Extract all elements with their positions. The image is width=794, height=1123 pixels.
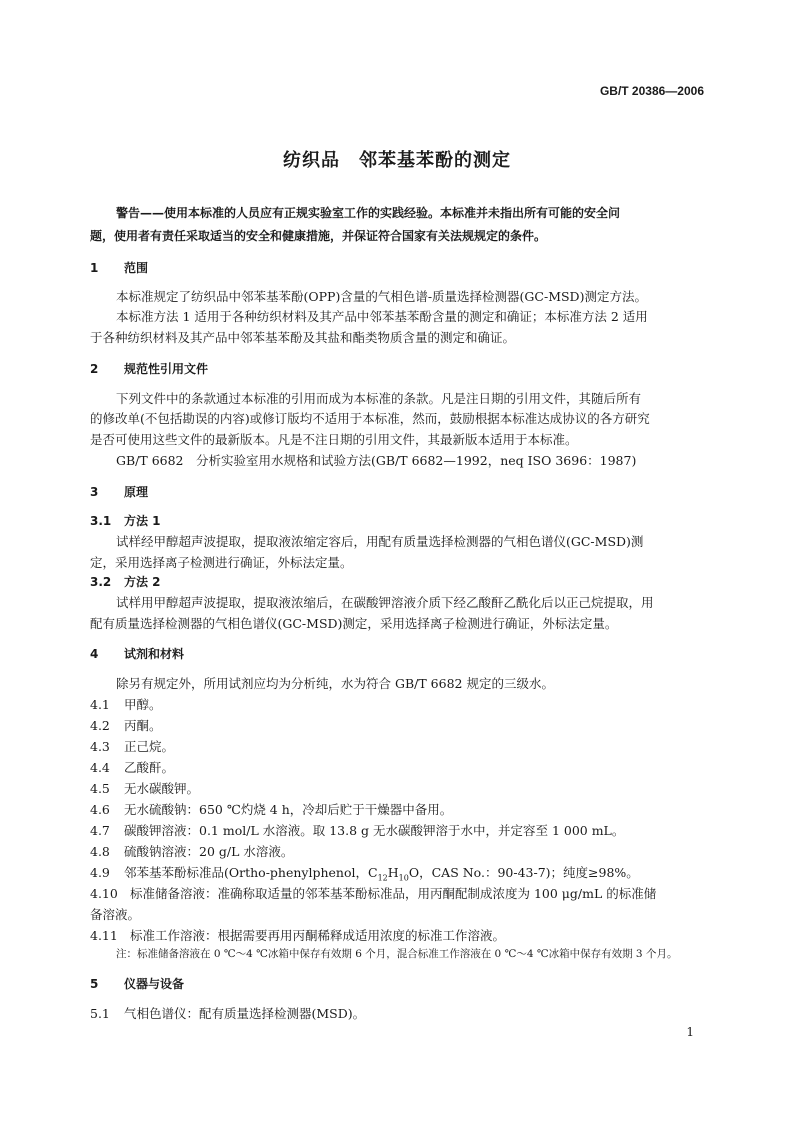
paragraph: 试样经甲醇超声波提取，提取液浓缩定容后，用配有质量选择检测器的气相色谱仪(GC-MSD)测 [116, 534, 644, 549]
list-item: 4.2 丙酮。 [90, 718, 162, 733]
list-item: 4.3 正己烷。 [90, 739, 175, 754]
standard-number: GB/T 20386—2006 [599, 84, 704, 98]
subsection-title: 方法 2 [124, 575, 161, 589]
list-item: 4.4 乙酸酐。 [90, 760, 175, 775]
list-item: 4.7 碳酸钾溶液：0.1 mol/L 水溶液。取 13.8 g 无水碳酸钾溶于水中，并定容至 1 000 mL。 [90, 823, 625, 838]
paragraph: 试样用甲醇超声波提取，提取液浓缩后，在碳酸钾溶液介质下经乙酸酐乙酰化后以正己烷提取，用 [116, 595, 654, 610]
list-item: 4.5 无水碳酸钾。 [90, 781, 200, 796]
subsection-number: 3.1 [90, 514, 112, 528]
section-4-heading [90, 645, 184, 662]
section-title: 范围 [124, 261, 149, 275]
subsection-title: 方法 1 [124, 514, 161, 528]
section-title: 仪器与设备 [124, 977, 185, 991]
warning-line-2: 题，使用者有责任采取适当的安全和健康措施，并保证符合国家有关法规规定的条件。 [90, 229, 547, 243]
section-1-heading [90, 259, 148, 276]
section-number: 1 [90, 261, 99, 275]
section-5-heading [90, 975, 184, 992]
paragraph: 本标准规定了纺织品中邻苯基苯酚(OPP)含量的气相色谱-质量选择检测器(GC-MSD)测定方法。 [116, 289, 647, 304]
section-number: 3 [90, 485, 99, 499]
paragraph: 于各种纺织材料及其产品中邻苯基苯酚及其盐和酯类物质含量的测定和确证。 [90, 330, 516, 345]
section-title: 原理 [124, 485, 149, 499]
paragraph: 是否可使用这些文件的最新版本。凡是不注日期的引用文件，其最新版本适用于本标准。 [90, 432, 578, 447]
section-3-heading [90, 483, 148, 500]
list-item: 4.9 邻苯基苯酚标准品(Ortho-phenylphenol，$C_{12}H_{10}O$，CAS No.：90-43-7)；纯度≥98%。 [90, 865, 639, 883]
list-item: 4.6 无水硫酸钠：650 ℃灼烧 4 h，冷却后贮于干燥器中备用。 [90, 802, 453, 817]
page-number: 1 [686, 1025, 694, 1039]
normative-reference: GB/T 6682 分析实验室用水规格和试验方法(GB/T 6682—1992，neq ISO 3696：1987) [116, 453, 637, 468]
subsection-3-1-heading [90, 512, 161, 529]
list-item: 4.10 标准储备溶液：准确称取适量的邻苯基苯酚标准品，用丙酮配制成浓度为 100 μg/mL 的标准储 [90, 886, 657, 901]
subsection-3-2-heading [90, 573, 161, 590]
warning-line-1: 警告——使用本标准的人员应有正规实验室工作的实践经验。本标准并未指出所有可能的安全问 [116, 206, 621, 220]
note: 注：标准储备溶液在 0 ℃～4 ℃冰箱中保存有效期 6 个月，混合标准工作溶液在 0 ℃～4 ℃冰箱中保存有效期 3 个月。 [116, 948, 678, 960]
list-item: 4.11 标准工作溶液：根据需要再用丙酮稀释成适用浓度的标准工作溶液。 [90, 928, 506, 943]
list-item: 4.1 甲醇。 [90, 697, 162, 712]
section-2-heading [90, 360, 208, 377]
subsection-number: 3.2 [90, 575, 112, 589]
list-item: 4.8 硫酸钠溶液：20 g/L 水溶液。 [90, 844, 294, 859]
paragraph: 配有质量选择检测器的气相色谱仪(GC-MSD)测定，采用选择离子检测进行确证，外标法定量。 [90, 616, 618, 631]
list-item: 5.1 气相色谱仪：配有质量选择检测器(MSD)。 [90, 1006, 366, 1021]
section-number: 2 [90, 362, 99, 376]
paragraph: 定，采用选择离子检测进行确证，外标法定量。 [90, 555, 353, 570]
page-title: 纺织品 邻苯基苯酚的测定 [283, 150, 511, 171]
list-item-continuation: 备溶液。 [90, 907, 141, 922]
paragraph: 除另有规定外，所用试剂应均为分析纯，水为符合 GB/T 6682 规定的三级水。 [116, 676, 554, 691]
paragraph: 本标准方法 1 适用于各种纺织材料及其产品中邻苯基苯酚含量的测定和确证；本标准方法 2 适用 [116, 309, 648, 324]
paragraph: 的修改单(不包括勘误的内容)或修订版均不适用于本标准，然而，鼓励根据本标准达成协议的各方研究 [90, 411, 650, 426]
section-title: 试剂和材料 [124, 647, 185, 661]
section-number: 4 [90, 647, 99, 661]
paragraph: 下列文件中的条款通过本标准的引用而成为本标准的条款。凡是注日期的引用文件，其随后所有 [116, 391, 642, 406]
section-title: 规范性引用文件 [124, 362, 209, 376]
section-number: 5 [90, 977, 99, 991]
